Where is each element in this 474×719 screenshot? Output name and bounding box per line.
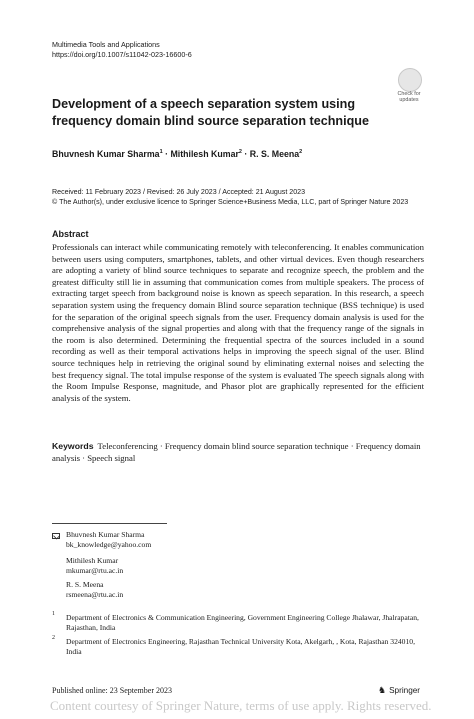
contact-email[interactable]: rsmeena@rtu.ac.in — [66, 590, 124, 600]
journal-name: Multimedia Tools and Applications — [52, 40, 160, 49]
author-affiliation-mark: 1 — [159, 149, 163, 156]
springer-horse-icon: ♞ — [378, 685, 387, 695]
author-name[interactable]: Bhuvnesh Kumar Sharma — [52, 149, 160, 159]
publisher-name: Springer — [389, 686, 421, 695]
journal-header — [52, 40, 192, 60]
author-name[interactable]: Mithilesh Kumar — [170, 149, 239, 159]
keywords-label: Keywords — [52, 441, 94, 451]
paper-title: Development of a speech separation system using frequency domain blind source separation technique — [52, 97, 370, 128]
affiliation-number: 2 — [52, 635, 55, 641]
abstract-text: Professionals can interact while communicating remotely with teleconferencing. It enables communication between users using computers, smartphones, tablets, and other virtual devices. Even though researchers are adopting a variety of blind source techniques to separate and recognize speech, the problem and the greatest difficulty still lie in assuming that communication comes from multiple speakers. The process of extracting target speech from background noise is known as speech separation. In this research, a speech separation system using the frequency domain Blind source separation technique (BSS technique) is used for the separation of the original speech signals from the user. Frequency domain analysis is used for the comprehensive analysis of the signal properties and along with that the frequency range of the signals in the room is also determined. Determining the frequential spectra of the sources included in a sound recording as well as their temporal activations helps in improving the speech signal of the user. Blind source techniques help in retrieving the original sound by eliminating external noises and selecting the best frequency signal. The total impulse response of the system is evaluated The speech signals along with the Room Impulse Response, magnitude, and Phasor plot are graphically represented for the efficient analysis of the system. — [52, 242, 424, 403]
author-separator: · — [162, 149, 171, 159]
author-separator: · — [241, 149, 250, 159]
affiliation-text: Department of Electronics Engineering, Rajasthan Technical University Kota, Akelgarh, , Kota, Rajasthan 324010, India — [66, 637, 415, 657]
author-name[interactable]: R. S. Meena — [249, 149, 300, 159]
article-history: Received: 11 February 2023 / Revised: 26 July 2023 / Accepted: 21 August 2023 — [52, 188, 306, 196]
abstract-heading: Abstract — [52, 229, 89, 239]
published-date: Published online: 23 September 2023 — [52, 686, 172, 695]
author-affiliation-mark: 2 — [238, 149, 242, 156]
contact-name: Mithilesh Kumar — [66, 556, 119, 565]
copyright-notice: © The Author(s), under exclusive licence to Springer Science+Business Media, LLC, part of Springer Nature 2023 — [52, 198, 409, 206]
author-list — [52, 149, 302, 159]
contact-email[interactable]: mkumar@rtu.ac.in — [66, 566, 124, 576]
contact-name: R. S. Meena — [66, 580, 104, 589]
check-updates-icon — [398, 68, 422, 92]
contact-entry — [66, 580, 123, 600]
envelope-icon — [52, 533, 60, 539]
keywords-text: Teleconferencing · Frequency domain blind source separation technique · Frequency domain analysis · Speech signal — [52, 441, 421, 463]
affiliation-number: 1 — [52, 611, 55, 617]
badge-label: Check for updates — [397, 91, 421, 103]
affiliation-text: Department of Electronics & Communication Engineering, Government Engineering College Jhalawar, Jhalrapatan, Rajasthan, India — [66, 613, 419, 633]
footnote-divider — [52, 523, 167, 524]
keywords — [52, 441, 424, 464]
contact-email[interactable]: bk_knowledge@yahoo.com — [66, 540, 152, 550]
publisher-logo[interactable] — [378, 685, 420, 696]
doi-link[interactable]: https://doi.org/10.1007/s11042-023-16600-6 — [52, 50, 192, 59]
courtesy-watermark: Content courtesy of Springer Nature, terms of use apply. Rights reserved. — [50, 698, 432, 713]
author-affiliation-mark: 2 — [299, 149, 303, 156]
contact-entry — [66, 556, 123, 576]
contact-entry — [66, 530, 151, 550]
contact-name: Bhuvnesh Kumar Sharma — [66, 530, 145, 539]
